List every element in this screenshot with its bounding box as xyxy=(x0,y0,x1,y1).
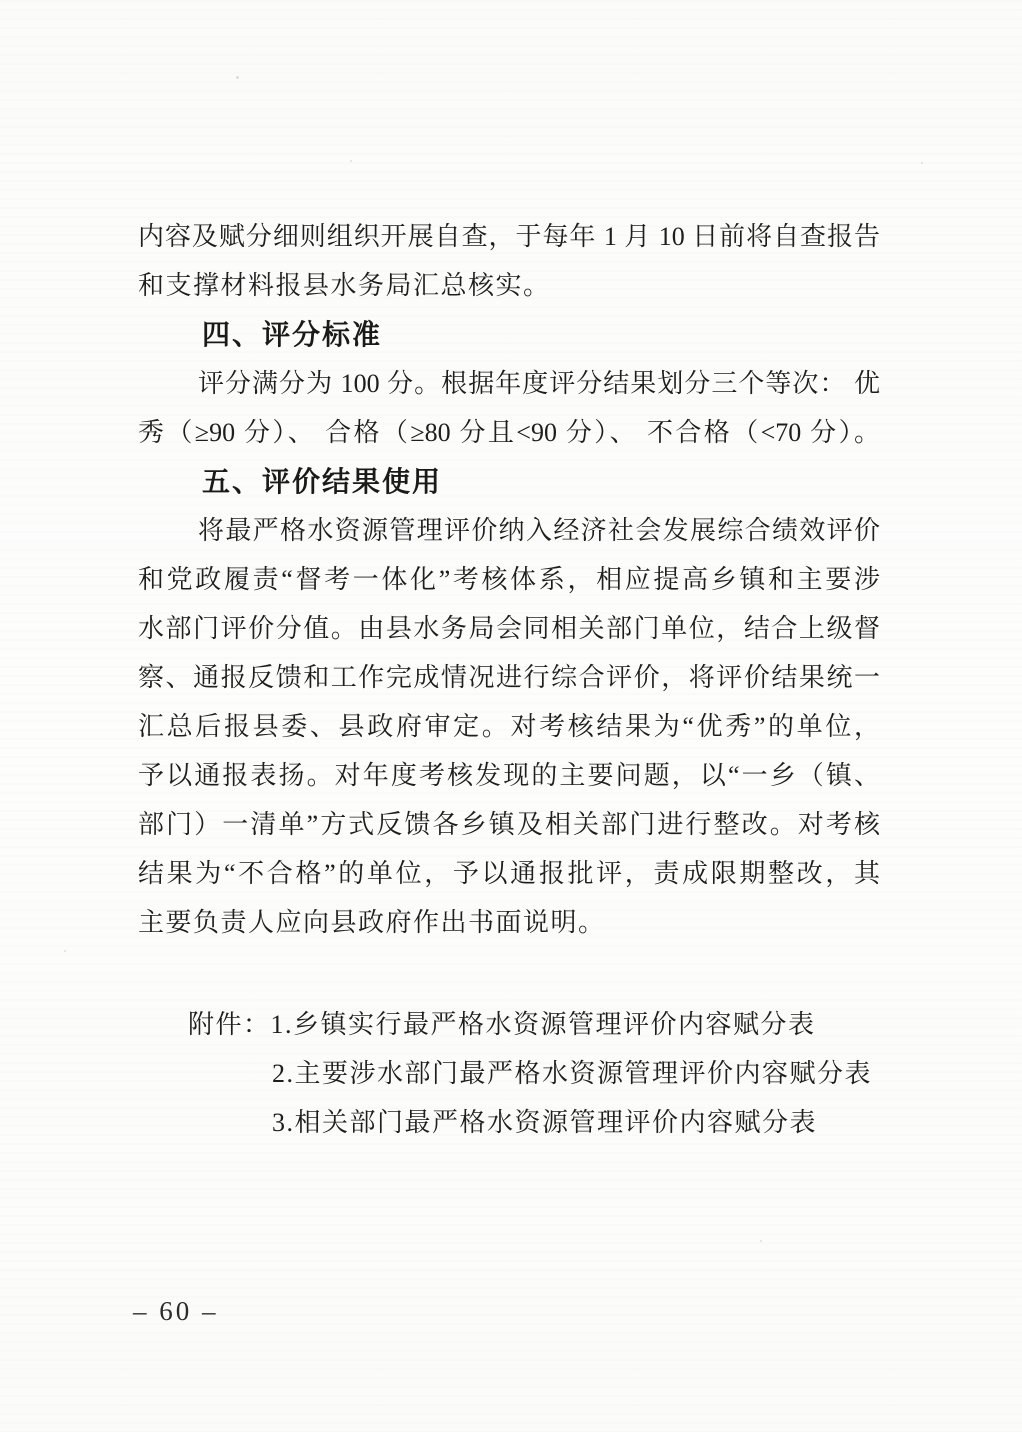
attachment-item-3: 3.相关部门最严格水资源管理评价内容赋分表 xyxy=(272,1108,818,1137)
scan-speckle xyxy=(760,1240,762,1242)
attachments-label: 附件： xyxy=(188,1010,271,1039)
body-line-5: 将最严格水资源管理评价纳入经济社会发展综合绩效评价 xyxy=(198,516,880,545)
body-line-3: 评分满分为 100 分。根据年度评分结果划分三个等次： 优 xyxy=(198,369,880,398)
body-line-1: 内容及赋分细则组织开展自查，于每年 1 月 10 日前将自查报告 xyxy=(138,222,880,251)
scan-speckle xyxy=(236,76,239,79)
scan-speckle xyxy=(350,160,352,162)
attachment-line-3 xyxy=(138,1098,938,1147)
attachment-line-2 xyxy=(138,1049,938,1098)
attachment-item-2: 2.主要涉水部门最严格水资源管理评价内容赋分表 xyxy=(272,1059,873,1088)
body-line-8: 察、通报反馈和工作完成情况进行综合评价，将评价结果统一 xyxy=(138,663,880,692)
body-line-11: 部门）一清单”方式反馈各乡镇及相关部门进行整改。对考核 xyxy=(138,810,880,839)
section-heading-5: 五、评价结果使用 xyxy=(202,466,443,497)
body-line-10: 予以通报表扬。对年度考核发现的主要问题，以“一乡（镇、 xyxy=(138,761,880,790)
attachment-line-1 xyxy=(138,1000,938,1049)
scan-speckle xyxy=(64,950,66,952)
body-line-13: 主要负责人应向县政府作出书面说明。 xyxy=(138,908,606,937)
body-line-7: 水部门评价分值。由县水务局会同相关部门单位，结合上级督 xyxy=(138,614,880,643)
body-line-12: 结果为“不合格”的单位，予以通报批评，责成限期整改，其 xyxy=(138,859,880,888)
attachments-block xyxy=(138,1000,938,1147)
document-body xyxy=(138,212,880,947)
attachment-item-1: 1.乡镇实行最严格水资源管理评价内容赋分表 xyxy=(270,1010,816,1039)
page-number: – 60 – xyxy=(133,1296,219,1326)
body-line-4: 秀（≥90 分）、 合格（≥80 分且<90 分）、 不合格（<70 分）。 xyxy=(138,418,880,447)
body-line-6: 和党政履责“督考一体化”考核体系，相应提高乡镇和主要涉 xyxy=(138,565,880,594)
section-heading-4: 四、评分标准 xyxy=(202,319,383,350)
scan-speckle xyxy=(921,162,923,164)
body-line-2: 和支撑材料报县水务局汇总核实。 xyxy=(138,271,551,300)
body-line-9: 汇总后报县委、县政府审定。对考核结果为“优秀”的单位， xyxy=(138,712,880,741)
